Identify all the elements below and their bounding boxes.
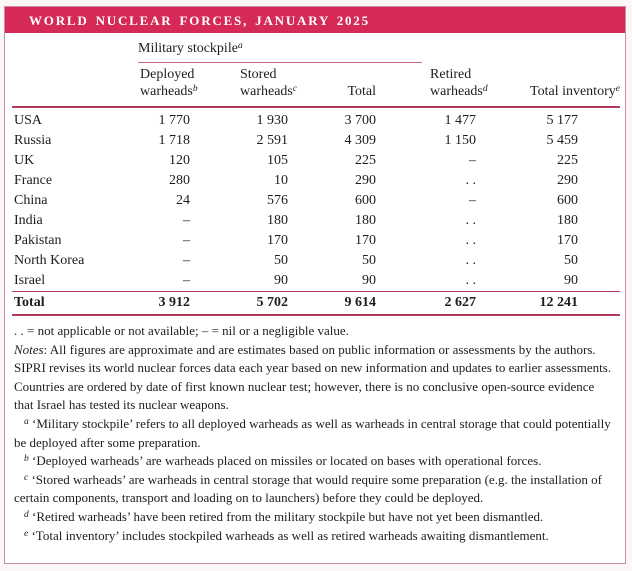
stored-cell: 576	[267, 193, 288, 208]
military-stockpile-group-header	[138, 33, 422, 63]
country-cell: China	[14, 193, 48, 208]
table-body	[12, 107, 620, 315]
symbol-legend: . . = not applicable or not available; – = nil or a negligible value.	[14, 323, 349, 338]
total-cell: 4 309	[344, 133, 377, 148]
inventory-cell: 5 459	[546, 133, 579, 148]
inventory-cell: 90	[564, 273, 579, 288]
table-row	[12, 251, 620, 271]
total-cell: 225	[355, 153, 377, 168]
total-stored-cell: 5 702	[238, 292, 334, 316]
notes-label: Notes	[14, 341, 44, 357]
total-cell: 290	[355, 173, 377, 188]
total-cell: 90	[362, 273, 377, 288]
col-header-total: Total	[334, 63, 422, 108]
footnote-c-marker: c	[24, 472, 29, 483]
retired-cell: –	[469, 193, 477, 208]
deployed-cell: 280	[169, 173, 190, 188]
inventory-cell: 290	[557, 173, 579, 188]
footnote-a-marker: a	[24, 416, 29, 427]
footnote-b	[14, 452, 615, 471]
footnote-d-marker: d	[24, 509, 29, 520]
total-row	[12, 292, 620, 316]
country-cell: France	[14, 173, 53, 188]
group-header-spacer	[422, 33, 522, 63]
table-row	[12, 171, 620, 191]
table-row	[12, 151, 620, 171]
group-header-row	[12, 33, 620, 63]
stored-cell: 90	[274, 273, 288, 288]
footnote-marker-d: d	[482, 84, 488, 94]
footnote-a	[14, 415, 615, 452]
footnote-c	[14, 471, 615, 508]
retired-cell: . .	[465, 213, 477, 228]
footnote-d-text: ‘Retired warheads’ have been retired from the military stockpile but have not yet been dismantled.	[32, 508, 544, 524]
table-header	[12, 33, 620, 107]
table-row	[12, 211, 620, 231]
footnote-b-text: ‘Deployed warheads’ are warheads placed on missiles or located on bases with operational forces.	[32, 453, 542, 469]
table-row	[12, 191, 620, 211]
footnote-a-text: ‘Military stockpile’ refers to all deployed warheads as well as warheads in central storage that could potentially be deployed after some preparation.	[14, 415, 611, 450]
country-cell: India	[14, 213, 43, 228]
deployed-cell: –	[183, 233, 190, 248]
country-cell: Israel	[14, 273, 46, 288]
inventory-cell: 600	[557, 193, 579, 208]
deployed-cell: 1 770	[158, 113, 190, 128]
table-frame	[4, 6, 626, 564]
stored-cell: 1 930	[256, 113, 288, 128]
total-retired-cell: 2 627	[422, 292, 522, 316]
country-cell: Russia	[14, 133, 52, 148]
footnote-d	[14, 508, 615, 527]
total-cell: 50	[362, 253, 377, 268]
retired-cell: . .	[465, 233, 477, 248]
col-header-retired-warheads: Retired warheads$^d$	[422, 63, 522, 108]
country-cell: UK	[14, 153, 35, 168]
footnote-e-text: ‘Total inventory’ includes stockpiled warheads as well as retired warheads awaiting dismantlement.	[31, 527, 549, 543]
inventory-cell: 180	[557, 213, 579, 228]
deployed-cell: 120	[169, 153, 190, 168]
inventory-cell: 170	[557, 233, 579, 248]
column-header-row	[12, 63, 620, 108]
footnote-marker-b: b	[192, 84, 198, 94]
retired-cell: . .	[465, 273, 477, 288]
stored-cell: 10	[274, 173, 288, 188]
inventory-cell: 50	[564, 253, 579, 268]
inventory-cell: 225	[557, 153, 579, 168]
deployed-cell: –	[183, 273, 190, 288]
stored-cell: 180	[267, 213, 288, 228]
footnote-e	[14, 527, 615, 546]
deployed-cell: 24	[176, 193, 190, 208]
retired-cell: . .	[465, 253, 477, 268]
stored-cell: 170	[267, 233, 288, 248]
country-cell: Pakistan	[14, 233, 62, 248]
footnote-b-marker: b	[24, 454, 29, 465]
total-total-cell: 9 614	[334, 292, 422, 316]
deployed-cell: –	[183, 253, 190, 268]
footnote-e-marker: e	[24, 528, 29, 539]
notes-paragraph	[14, 341, 615, 415]
col-header-country	[12, 63, 138, 108]
group-header-label: Military stockpile	[138, 41, 238, 56]
notes-text: : All figures are approximate and are estimates based on public information or assessments by the authors. SIPRI revises its world nuclear forces data each year based on new information and updates to earlier assessments. Countries are ordered by date of first known nuclear test; however, there is no conclusive open-source evidence that Israel has tested its nuclear weapons.	[14, 341, 612, 413]
inventory-cell: 5 177	[546, 113, 579, 128]
country-cell: USA	[14, 113, 43, 128]
deployed-cell: 1 718	[158, 133, 190, 148]
retired-cell: –	[469, 153, 477, 168]
table-row	[12, 107, 620, 131]
col-header-total-inventory: Total inventory$^e$	[522, 63, 620, 108]
total-deployed-cell: 3 912	[138, 292, 238, 316]
total-inventory-cell: 12 241	[522, 292, 620, 316]
table-row	[12, 231, 620, 251]
country-cell: North Korea	[14, 253, 85, 268]
footnote-marker-c: c	[292, 84, 298, 94]
col-header-deployed-warheads: Deployed warheads$^b$	[138, 63, 238, 108]
table-row	[12, 131, 620, 151]
total-cell: 3 700	[344, 113, 377, 128]
table-title: WORLD NUCLEAR FORCES, JANUARY 2025	[29, 13, 370, 28]
deployed-cell: –	[183, 213, 190, 228]
notes-section	[5, 316, 625, 545]
retired-cell: 1 150	[444, 133, 477, 148]
footnote-c-text: ‘Stored warheads’ are warheads in central storage that would require some preparation (e.g. the installation of certain components, transport and loading on to launchers) before they could be deployed.	[14, 471, 602, 506]
table-title-banner	[5, 7, 625, 33]
table-row	[12, 271, 620, 292]
group-header-footnote-marker: a	[237, 41, 243, 51]
stored-cell: 50	[274, 253, 288, 268]
footnote-marker-e: e	[615, 84, 620, 94]
group-header-spacer	[12, 33, 138, 63]
stored-cell: 105	[267, 153, 288, 168]
total-row-label: Total	[12, 292, 138, 316]
col-header-stored-warheads: Stored warheads$^c$	[238, 63, 334, 108]
nuclear-forces-table	[12, 33, 620, 316]
group-header-spacer	[522, 33, 620, 63]
stored-cell: 2 591	[256, 133, 288, 148]
total-cell: 180	[355, 213, 377, 228]
retired-cell: . .	[465, 173, 477, 188]
retired-cell: 1 477	[444, 113, 477, 128]
total-cell: 170	[355, 233, 377, 248]
total-cell: 600	[355, 193, 377, 208]
